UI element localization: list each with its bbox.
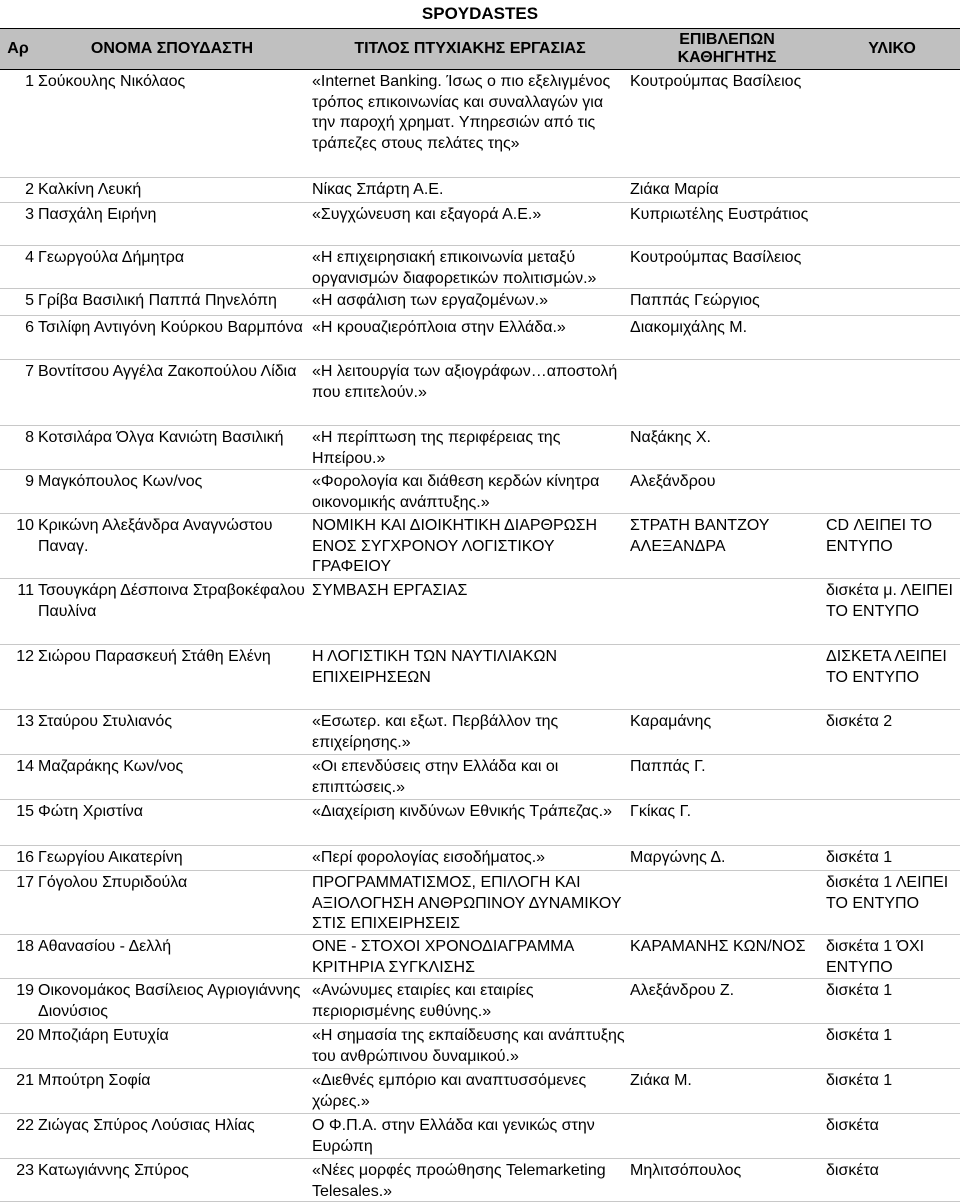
supervisor-name: Μηλιτσόπουλος: [630, 1162, 742, 1179]
table-row: [0, 1114, 960, 1159]
thesis-title: «Εσωτερ. και εξωτ. Περβάλλον της επιχείρησης.»: [312, 713, 559, 751]
table-row: [0, 316, 960, 360]
material: ΔΙΣΚΕΤΑ ΛΕΙΠΕΙ ΤΟ ΕΝΤΥΠΟ: [826, 648, 947, 686]
thesis-title: «Οι επενδύσεις στην Ελλάδα και οι επιπτώσεις.»: [312, 758, 559, 796]
student-name: Οικονομάκος Βασίλειος Αγριογιάννης Διονύσιος: [38, 982, 301, 1020]
material: δισκέτα 2: [826, 713, 893, 730]
thesis-title: Ο Φ.Π.Α. στην Ελλάδα και γενικώς στην Ευρώπη: [312, 1117, 595, 1155]
row-number: 18: [16, 938, 34, 955]
row-number: 7: [25, 363, 34, 380]
student-name: Γρίβα Βασιλική Παππά Πηνελόπη: [38, 292, 277, 309]
student-name: Σιώρου Παρασκευή Στάθη Ελένη: [38, 648, 271, 665]
student-name: Τσιλίφη Αντιγόνη Κούρκου Βαρμπόνα: [38, 319, 303, 336]
student-name: Σταύρου Στυλιανός: [38, 713, 173, 730]
table-row: [0, 800, 960, 846]
header-material: ΥΛΙΚΟ: [868, 40, 916, 57]
thesis-title: «Νέες μορφές προώθησης Telemarketing Telesales.»: [312, 1162, 606, 1200]
thesis-title: «Η επιχειρησιακή επικοινωνία μεταξύ οργανισμών διαφορετικών πολιτισμών.»: [312, 249, 597, 287]
table-row: [0, 871, 960, 935]
row-number: 13: [16, 713, 34, 730]
supervisor-name: ΣΤΡΑΤΗ ΒΑΝΤΖΟΥ ΑΛΕΞΑΝΔΡΑ: [630, 517, 770, 555]
student-name: Κοτσιλάρα Όλγα Κανιώτη Βασιλική: [38, 429, 284, 446]
row-number: 17: [16, 874, 34, 891]
thesis-title: «Η κρουαζιερόπλοια στην Ελλάδα.»: [312, 319, 566, 336]
thesis-title: ΝΟΜΙΚΗ ΚΑΙ ΔΙΟΙΚΗΤΙΚΗ ΔΙΑΡΘΡΩΣΗ ΕΝΟΣ ΣΥΓΧΡΟΝΟΥ ΛΟΓΙΣΤΙΚΟΥ ΓΡΑΦΕΙΟΥ: [312, 517, 598, 575]
row-number: 8: [25, 429, 34, 446]
student-name: Γεωργούλα Δήμητρα: [38, 249, 185, 266]
table-row: [0, 426, 960, 470]
material: δισκέτα 1: [826, 1072, 893, 1089]
table-row: [0, 846, 960, 871]
row-number: 22: [16, 1117, 34, 1134]
thesis-title: «Φορολογία και διάθεση κερδών κίνητρα οικονομικής ανάπτυξης.»: [312, 473, 600, 511]
supervisor-name: Αλεξάνδρου: [630, 473, 716, 490]
table-row: [0, 514, 960, 579]
supervisor-name: Καραμάνης: [630, 713, 712, 730]
row-number: 11: [17, 582, 34, 599]
thesis-title: «Η λειτουργία των αξιογράφων…αποστολή που επιτελούν.»: [312, 363, 618, 401]
row-number: 21: [16, 1072, 34, 1089]
supervisor-name: Ζιάκα Μαρία: [630, 181, 719, 198]
student-name: Μποζιάρη Ευτυχία: [38, 1027, 169, 1044]
row-number: 19: [16, 982, 34, 999]
thesis-title: ΣΥΜΒΑΣΗ ΕΡΓΑΣΙΑΣ: [312, 582, 468, 599]
student-name: Γεωργίου Αικατερίνη: [38, 849, 183, 866]
student-name: Φώτη Χριστίνα: [38, 803, 144, 820]
material: δισκέτα: [826, 1162, 879, 1179]
supervisor-name: Παππάς Γεώργιος: [630, 292, 760, 309]
thesis-title: ΠΡΟΓΡΑΜΜΑΤΙΣΜΟΣ, ΕΠΙΛΟΓΗ ΚΑΙ ΑΞΙΟΛΟΓΗΣΗ ΑΝΘΡΩΠΙΝΟΥ ΔΥΝΑΜΙΚΟΥ ΣΤΙΣ ΕΠΙΧΕΙΡΗΣΕΙΣ: [312, 874, 622, 932]
table-row: [0, 70, 960, 178]
table-row: [0, 1159, 960, 1202]
thesis-title: «Internet Banking. Ίσως ο πιο εξελιγμένος τρόπος επικοινωνίας και συναλλαγών για την παροχή χρηματ. Υπηρεσιών από τις τράπεζες στους πελάτες της»: [312, 73, 611, 152]
student-name: Πασχάλη Ειρήνη: [38, 206, 157, 223]
student-name: Καλκίνη Λευκή: [38, 181, 142, 198]
material: δισκέτα μ. ΛΕΙΠΕΙ ΤΟ ΕΝΤΥΠΟ: [826, 582, 953, 620]
row-number: 14: [16, 758, 34, 775]
row-number: 23: [16, 1162, 34, 1179]
thesis-title: «Διεθνές εμπόριο και αναπτυσσόμενες χώρες.»: [312, 1072, 587, 1110]
row-number: 2: [25, 181, 34, 198]
student-name: Μαγκόπουλος Κων/νος: [38, 473, 203, 490]
student-name: Γόγολου Σπυριδούλα: [38, 874, 188, 891]
table-row: [0, 289, 960, 316]
thesis-title: «Η σημασία της εκπαίδευσης και ανάπτυξης του ανθρώπινου δυναμικού.»: [312, 1027, 625, 1065]
thesis-title: ΟΝΕ - ΣΤΟΧΟΙ ΧΡΟΝΟΔΙΑΓΡΑΜΜΑ ΚΡΙΤΗΡΙΑ ΣΥΓΚΛΙΣΗΣ: [312, 938, 574, 976]
thesis-title: «Η περίπτωση της περιφέρειας της Ηπείρου.»: [312, 429, 561, 467]
table-row: [0, 360, 960, 426]
table-row: [0, 979, 960, 1024]
row-number: 6: [25, 319, 34, 336]
table-row: [0, 579, 960, 645]
student-name: Σούκουλης Νικόλαος: [38, 73, 186, 90]
row-number: 4: [25, 249, 34, 266]
row-number: 15: [16, 803, 34, 820]
supervisor-name: Ζιάκα Μ.: [630, 1072, 692, 1089]
material: δισκέτα 1: [826, 982, 893, 999]
supervisor-name: Παππάς Γ.: [630, 758, 706, 775]
supervisor-name: Γκίκας Γ.: [630, 803, 692, 820]
thesis-title: «Συγχώνευση και εξαγορά Α.Ε.»: [312, 206, 542, 223]
supervisor-name: Κουτρούμπας Βασίλειος: [630, 249, 802, 266]
student-name: Μαζαράκης Κων/νος: [38, 758, 184, 775]
table-row: [0, 1069, 960, 1114]
table-row: [0, 178, 960, 203]
student-name: Μπούτρη Σοφία: [38, 1072, 151, 1089]
thesis-title: «Ανώνυμες εταιρίες και εταιρίες περιορισμένης ευθύνης.»: [312, 982, 534, 1020]
material: CD ΛΕΙΠΕΙ ΤΟ ΕΝΤΥΠΟ: [826, 517, 933, 555]
table-row: [0, 935, 960, 979]
student-name: Ζιώγας Σπύρος Λούσιας Ηλίας: [38, 1117, 255, 1134]
supervisor-name: Διακομιχάλης Μ.: [630, 319, 748, 336]
supervisor-name: Αλεξάνδρου Ζ.: [630, 982, 735, 999]
student-name: Κρικώνη Αλεξάνδρα Αναγνώστου Παναγ.: [38, 517, 273, 555]
row-number: 9: [25, 473, 34, 490]
header-supervisor: ΕΠΙΒΛΕΠΩΝ ΚΑΘΗΓΗΤΗΣ: [677, 31, 777, 66]
student-name: Τσουγκάρη Δέσποινα Στραβοκέφαλου Παυλίνα: [38, 582, 305, 620]
supervisor-name: Κυπριωτέλης Ευστράτιος: [630, 206, 809, 223]
row-number: 12: [16, 648, 34, 665]
student-name: Βοντίτσου Αγγέλα Ζακοπούλου Λίδια: [38, 363, 297, 380]
supervisor-name: Κουτρούμπας Βασίλειος: [630, 73, 802, 90]
row-number: 3: [25, 206, 34, 223]
page-title: SPOYDASTES: [421, 4, 539, 23]
table-row: [0, 203, 960, 246]
table-row: [0, 755, 960, 800]
thesis-title: Νίκας Σπάρτη Α.Ε.: [312, 181, 444, 198]
header-ar: Αρ: [7, 40, 29, 57]
thesis-title: Η ΛΟΓΙΣΤΙΚΗ ΤΩΝ ΝΑΥΤΙΛΙΑΚΩΝ ΕΠΙΧΕΙΡΗΣΕΩΝ: [312, 648, 558, 686]
thesis-title: «Περί φορολογίας εισοδήματος.»: [312, 849, 546, 866]
header-name: ΟΝΟΜΑ ΣΠΟΥΔΑΣΤΗ: [90, 40, 254, 57]
row-number: 1: [25, 73, 34, 90]
student-name: Κατωγιάννης Σπύρος: [38, 1162, 189, 1179]
material: δισκέτα 1 ΌΧΙ ΕΝΤΥΠΟ: [826, 938, 925, 976]
table-row: [0, 246, 960, 289]
material: δισκέτα 1: [826, 1027, 893, 1044]
supervisor-name: Μαργώνης Δ.: [630, 849, 726, 866]
supervisor-name: ΚΑΡΑΜΑΝΗΣ ΚΩΝ/ΝΟΣ: [630, 938, 806, 955]
row-number: 16: [16, 849, 34, 866]
material: δισκέτα: [826, 1117, 879, 1134]
header-title: ΤΙΤΛΟΣ ΠΤΥΧΙΑΚΗΣ ΕΡΓΑΣΙΑΣ: [354, 40, 586, 57]
table-row: [0, 710, 960, 755]
supervisor-name: Ναξάκης Χ.: [630, 429, 711, 446]
material: δισκέτα 1 ΛΕΙΠΕΙ ΤΟ ΕΝΤΥΠΟ: [826, 874, 949, 912]
thesis-title: «Διαχείριση κινδύνων Εθνικής Τράπεζας.»: [312, 803, 612, 820]
table-row: [0, 645, 960, 710]
table-header: [0, 28, 960, 70]
student-name: Αθανασίου - Δελλή: [38, 938, 172, 955]
material: δισκέτα 1: [826, 849, 893, 866]
row-number: 20: [16, 1027, 34, 1044]
table-row: [0, 1024, 960, 1069]
row-number: 10: [16, 517, 34, 534]
thesis-title: «Η ασφάλιση των εργαζομένων.»: [312, 292, 549, 309]
row-number: 5: [25, 292, 34, 309]
table-row: [0, 470, 960, 514]
